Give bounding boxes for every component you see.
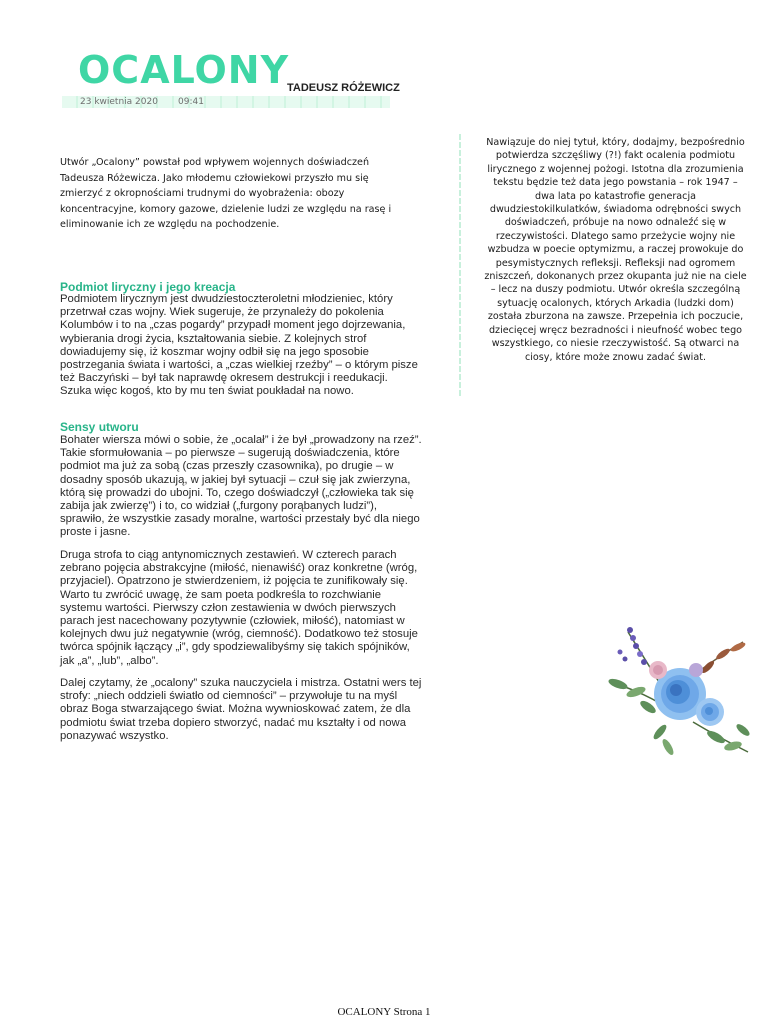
body-paragraph: Podmiotem lirycznym jest dwudziestoczteroletni młodzieniec, który przetrwał czas wojny. Wiek sugeruje, że przynależy do pokolenia Kolumbów i to na „czas pogardy” przypadł moment jego dojrzewania, wybierania drogi życia, kształtowania siebie. Z kolejnych strof dowiadujemy się, iż koszmar wojny odbił się na jego sposobie postrzegania świata i wartości, a „czas wielkiej rzeźby” – o którym pisze też Baczyński – był tak naprawdę okresem destrukcji i reedukacji. Szuka więc kogoś, kto by mu ten świat poukładał na nowo. <box>60 293 418 398</box>
body-paragraph: Dalej czytamy, że „ocalony” szuka nauczyciela i mistrza. Ostatni wers tej strofy: „niech oddzieli światło od ciemności” – przywołuje tu na myśl obraz Boga stwarzającego świat. Można wywnioskować zatem, że dla podmiotu świat trzeba dopiero stworzyć, nadać mu kształty i od nowa ponazywać wszystko. <box>60 677 422 742</box>
blue-roses <box>649 661 724 726</box>
date-label: 23 kwietnia 2020 <box>80 97 158 107</box>
flower-bouquet-image <box>598 612 758 762</box>
time-label: 09:41 <box>178 97 204 107</box>
page-title: OCALONY <box>78 48 290 92</box>
section-heading-sensy: Sensy utworu <box>60 420 139 434</box>
column-divider <box>459 134 461 396</box>
author-name: TADEUSZ RÓŻEWICZ <box>287 82 400 94</box>
body-paragraph: Druga strofa to ciąg antynomicznych zestawień. W czterech parach zebrano pojęcia abstrakcyjne (miłość, nienawiść) oraz konkretne (wróg, przyjaciel). Opatrzono je stwierdzeniem, iż pojęcia te zunifikowały się. Warto tu zwrócić uwagę, że sam poeta podkreśla to rozchwianie systemu wartości. Pierwszy człon zestawienia w dwóch pierwszych parach jest nacechowany pozytywnie (człowiek, miłość), natomiast w kolejnych dwu już negatywnie (wróg, ciemność). Dodatkowo też stosuje twórca spójnik łączący „i”, gdy spodziewalibyśmy się takich spójników, jak „a”, „lub”, „albo”. <box>60 549 418 667</box>
intro-paragraph: Utwór „Ocalony” powstał pod wpływem wojennych doświadczeń Tadeusza Różewicza. Jako młodemu człowiekowi przyszło mu się zmierzyć z okropnościami trudnymi do wyobrażenia: obozy koncentracyjne, komory gazowe, dzielenie ludzi ze względu na rasę i eliminowanie ich ze względu na pochodzenie. <box>60 157 392 230</box>
sidebar-text: Nawiązuje do niej tytuł, który, dodajmy, bezpośrednio potwierdza szczęśliwy (?!) fakt ocalenia podmiotu lirycznego z wojennej pożogi. Istotna dla zrozumienia tekstu będzie też data jego powstania – rok 1947 – dwa lata po katastrofie generacja dwudziestokilkulatków, świadoma odrębności swych doświadczeń, próbuje na nowo odnaleźć się w rzeczywistości. Dlatego samo przeżycie wojny nie wzbudza w poecie optymizmu, a raczej prowokuje do pesymistycznych refleksji. Refleksji nad ogromem zniszczeń, dokonanych przez okupanta już nie na ciele – lecz na duszy podmiotu. Utwór określa szczególną sytuację ocalonych, których Arkadia (ludzki dom) została zburzona na zawsze. Przepełnia ich poczucie, dziecięcej wręcz bezradności i nieufność wobec tego wszystkiego, co niesie rzeczywistość. Są otwarci na ciosy, które może znowu zadać świat. <box>484 137 747 363</box>
page-footer: OCALONY Strona 1 <box>337 1006 431 1018</box>
lavender <box>618 627 648 665</box>
section-heading-podmiot: Podmiot liryczny i jego kreacja <box>60 280 236 294</box>
body-paragraph: Bohater wiersza mówi o sobie, że „ocalał” i że był „prowadzony na rzeź”. Takie sformułowania – po pierwsze – sugerują doświadczenia, które podmiot ma już za sobą (czas przeszły czasownika), po drugie – w dosadny sposób ukazują, w jakiej był sytuacji – czuł się jak zwierzyna, którą się prowadzi do ubojni. To, czego doświadczył („człowieka tak się zabija jak zwierzę”) i to, co widział („furgony porąbanych ludzi”), sprawiło, że wszystkie zasady moralne, wartości przestały być dla niego proste i jasne. <box>60 434 422 539</box>
